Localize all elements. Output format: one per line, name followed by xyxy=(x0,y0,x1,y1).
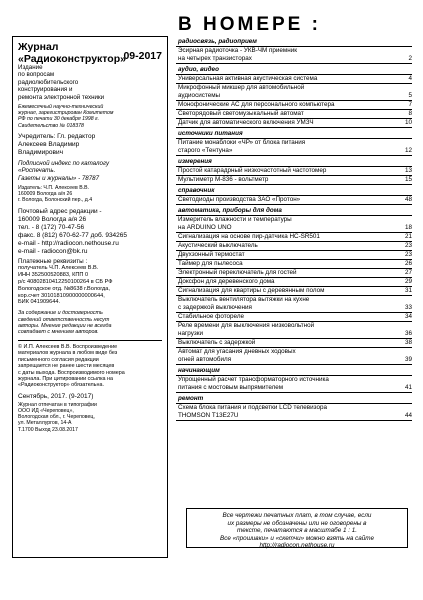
article-title: Акустический выключатель xyxy=(178,242,258,249)
page-number: 23 xyxy=(404,251,412,258)
toc-entry xyxy=(176,251,412,260)
article-title: Простой катарадрный низкочастотный частотомер xyxy=(178,167,327,174)
article-title: Светорядовый светомузыкальный автомат xyxy=(178,110,304,117)
toc-section xyxy=(176,187,412,205)
article-title: Датчик для автоматического включения УМЗЧ xyxy=(178,119,314,126)
page-number: 36 xyxy=(404,330,412,337)
article-title: Монофонические АС для персонального компьютера xyxy=(178,101,335,108)
contents-column xyxy=(176,14,412,421)
toc-entry xyxy=(176,242,412,251)
article-title: Выключатель с задержкой xyxy=(178,339,256,346)
disclaimer: За содержание и достоверность сведений ответственность несут авторы. Мнение редакции не всегда совпадает с мнением авторов. xyxy=(18,310,112,336)
toc-entry xyxy=(176,376,412,393)
journal-title-line1: Журнал xyxy=(18,41,59,53)
publisher-address: Издатель: Ч.П. Алексеев В.В. 160009 Вологда а/я 26 г. Вологда, Болонский пер., д.4 xyxy=(18,185,93,204)
toc-section xyxy=(176,66,412,128)
section-title: источники питания xyxy=(176,130,412,139)
section-title: справочник xyxy=(176,187,412,196)
toc-section xyxy=(176,395,412,421)
page-number: 4 xyxy=(408,75,412,82)
toc-section xyxy=(176,158,412,185)
page-number: 8 xyxy=(408,110,412,117)
subscription-index: Подписной индекс по каталогу «Роспечать. Газеты и журналы» - 78787 xyxy=(18,159,110,182)
bank-details-text: получатель Ч.П. Алексеев В.В. ИНН 352500520883, КПП 0 р/с 40802810412250100264 в СБ РФ Вологодское отд. №8638 г.Вологда, кор.счет 30101810900000000644, БИК 041909644. xyxy=(18,265,113,306)
footnote-box: Все чертежи печатных плат, в том случае, если их размеры не обозначены или не оговорены в тексте, печатаются в масштабе 1 : 1. Все «прошивки» и «скетчи» можно взять на сайте http://radiocon.nethouse.ru xyxy=(186,508,408,548)
toc-entry xyxy=(176,139,412,156)
toc-entry xyxy=(176,167,412,176)
page-number: 29 xyxy=(404,278,412,285)
page-number: 38 xyxy=(404,339,412,346)
toc-entry xyxy=(176,119,412,128)
page-number: 5 xyxy=(408,92,412,99)
table-of-contents xyxy=(176,38,412,421)
section-title: ремонт xyxy=(176,395,412,404)
toc-entry xyxy=(176,84,412,101)
toc-entry xyxy=(176,278,412,287)
bank-details-heading: Платежные реквизиты : xyxy=(18,257,88,265)
bank-details xyxy=(18,259,162,307)
article-title: Электронный переключатель для гостей xyxy=(178,269,297,276)
publication-type: Издание по вопросам радиолюбительского конструирования и ремонта электронной техники xyxy=(18,64,105,101)
toc-entry xyxy=(176,75,412,84)
article-title: Автомат для угасания дневных ходовых огней автомобиля xyxy=(178,348,296,363)
registration-note: Ежемесячный научно-технический журнал, зарегистрирован Комитетом РФ по печати 30 декабря 1998 г. Свидетельство № 018378 xyxy=(18,104,114,129)
toc-entry xyxy=(176,233,412,242)
toc-entry xyxy=(176,287,412,296)
toc-entry xyxy=(176,101,412,110)
toc-entry xyxy=(176,176,412,185)
toc-entry xyxy=(176,269,412,278)
section-title: аудио, видео xyxy=(176,66,412,75)
page-number: 27 xyxy=(404,269,412,276)
page-number: 26 xyxy=(404,260,412,267)
founder-info: Учредитель: Гл. редактор Алексеев Владимир Владимирович xyxy=(18,132,96,156)
page-number: 2 xyxy=(408,55,412,62)
toc-section xyxy=(176,207,412,365)
article-title: Питание монаблоки «ЧР» от блока питания старого «Тентуна» xyxy=(178,139,306,154)
article-title: Упрощенный расчет трансформаторного источника питания с мостовым выпрямителем xyxy=(178,376,329,391)
postal-contacts: Почтовый адрес редакции - 160009 Вологда а/я 26 тел. - 8 (172) 70-47-56 факс. 8 (812) 670-62-77 доб. 934265 e-mail - http://radiocon.nethouse.ru e-mail - radiocon@bk.ru xyxy=(18,207,128,255)
section-title: радиосвязь, радиоприем xyxy=(176,38,412,47)
toc-entry xyxy=(176,339,412,348)
page-number: 31 xyxy=(404,287,412,294)
imprint-column xyxy=(12,36,168,558)
journal-title-line2: «Радиоконструктор» xyxy=(18,53,126,65)
copyright-note: © И.П. Алексеев В.В. Воспроизведение материалов журнала в любом виде без письменного согласия редакции запрещается не ранее шести месяцев с даты выхода. Воспроизводимого номера журнала. При цитировании ссылка на «Радиоконструктор» обязательна. xyxy=(18,343,125,389)
page-number: 13 xyxy=(404,167,412,174)
article-title: Таймер для пылесоса xyxy=(178,260,243,267)
article-title: Стабильное фотореле xyxy=(178,313,245,320)
article-title: Двухзонный термостат xyxy=(178,251,245,258)
toc-entry xyxy=(176,296,412,313)
section-title: автоматика, приборы для дома xyxy=(176,207,412,216)
toc-entry xyxy=(176,110,412,119)
article-title: Светодиоды производства ЗАО «Протон» xyxy=(178,196,301,203)
article-title: Реле времени для выключения низковольтной нагрузки xyxy=(178,322,315,337)
toc-entry xyxy=(176,216,412,233)
article-title: Эсирная радиоточка - УКВ-ЧМ приемник на четырех транзисторах xyxy=(178,47,298,62)
article-title: Мультиметр М-836 - вольтметр xyxy=(178,176,269,183)
article-title: Измеритель влажности и температуры на ARDUINO UNO xyxy=(178,216,292,231)
page-number: 10 xyxy=(404,119,412,126)
page-number: 15 xyxy=(404,176,412,183)
page-number: 44 xyxy=(404,412,412,419)
page-number: 48 xyxy=(404,196,412,203)
toc-entry xyxy=(176,196,412,205)
section-title: измерения xyxy=(176,158,412,167)
page-number: 12 xyxy=(404,147,412,154)
page-number: 7 xyxy=(408,101,412,108)
page-number: 39 xyxy=(404,356,412,363)
section-title: начинающим xyxy=(176,367,412,376)
toc-entry xyxy=(176,404,412,421)
article-title: Схема блока питания и подсветки LCD телевизора THOMSON T13E27U xyxy=(178,404,327,419)
toc-entry xyxy=(176,260,412,269)
toc-section xyxy=(176,367,412,393)
article-title: Доксфон для деревенского дома xyxy=(178,278,275,285)
toc-entry xyxy=(176,348,412,365)
article-title: Универсальная активная акустическая система xyxy=(178,75,318,82)
article-title: Сигнализация на основе пир-датчика HC-SR501 xyxy=(178,233,320,240)
contents-heading: В НОМЕРЕ : xyxy=(178,14,321,35)
toc-entry xyxy=(176,47,412,64)
printer-info: Журнал отпечатан в типографии ООО ИД «Череповец», Вологодская обл., г. Череповец, ул. Металлургов, 14-А Т.1700 Выход 23.08.2017 xyxy=(18,401,97,433)
toc-section xyxy=(176,38,412,64)
page-number: 18 xyxy=(404,224,412,231)
toc-entry xyxy=(176,313,412,322)
article-title: Микрофонный микшер для автомобильной аудиосистемы xyxy=(178,84,305,99)
toc-section xyxy=(176,130,412,156)
page-number: 21 xyxy=(404,233,412,240)
page-number: 33 xyxy=(404,304,412,311)
article-title: Сигнализация для квартиры с деревянным полом xyxy=(178,287,325,294)
divider xyxy=(18,340,162,341)
page-number: 41 xyxy=(404,384,412,391)
toc-entry xyxy=(176,322,412,339)
page-number: 23 xyxy=(404,242,412,249)
article-title: Выключатель вентилятора вытяжки на кухне с задержкой выключения xyxy=(178,296,310,311)
issue-number: 09-2017 xyxy=(123,50,162,62)
issue-date: Сентябрь, 2017. (9-2017) xyxy=(18,392,94,400)
page-number: 34 xyxy=(404,313,412,320)
